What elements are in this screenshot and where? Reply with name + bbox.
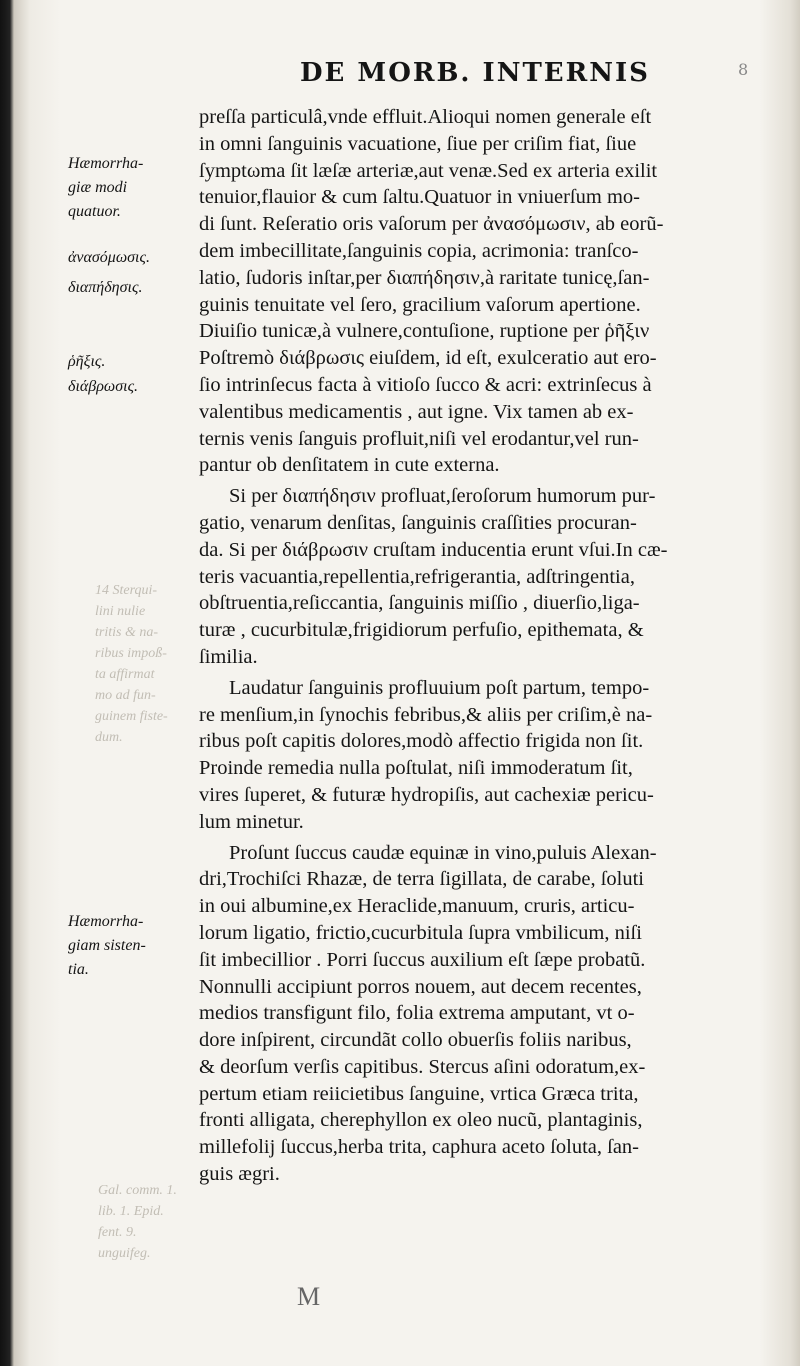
text-line: latio, ſudoris inſtar,per διαπήδησιν,à raritate tunicę,ſan- [199,266,650,289]
page-number: 8 [738,60,749,79]
text-line: tenuior,flauior & cum ſaltu.Quatuor in vniuerſum mo- [199,186,640,209]
show-through-note: Gal. comm. 1. lib. 1. Epid. fent. 9. unguifeg. [98,1183,177,1261]
text-line: Nonnulli accipiunt porros nouem, aut decem recentes, [199,975,642,998]
text-line: & deorſum verſis capitibus. Stercus aſini odoratum,ex- [199,1055,646,1078]
text-line: dem imbecillitate,ſanguinis copia, acrimonia: tranſco- [199,239,639,262]
margin-note-line: Hæmorrha- [68,155,144,172]
margin-note-diabrosis [68,375,190,399]
text-line: turæ , cucurbitulæ,frigidiorum perfuſio, epithemata, & [199,619,644,642]
signature-mark: M [297,1282,321,1311]
text-line: ribus poſt capitis dolores,modò affectio frigida non ſit. [199,730,644,753]
text-line: da. Si per διάβρωσιν cruſtam inducentia erunt vſui.In cæ- [199,538,668,561]
text-line: ſio intrinſecus facta à vitioſo ſucco & acri: extrinſecus à [199,373,652,396]
text-line: lum minetur. [199,810,304,833]
text-line: Proſunt ſuccus caudæ equinæ in vino,puluis Alexan- [229,841,657,864]
margin-note-line: tia. [68,961,89,978]
text-line: vires ſuperet, & futuræ hydropiſis, aut cachexiæ pericu- [199,783,654,806]
margin-note-line: quatuor. [68,203,121,220]
margin-note-line: ῥῆξις. [68,353,106,370]
text-line: Proinde remedia nulla poſtulat, niſi immoderatum ſit, [199,757,633,780]
text-line: fronti alligata, cherephyllon ex oleo nucũ, plantaginis, [199,1109,643,1132]
text-line: medios transfigunt filo, folia extrema amputant, vt o- [199,1002,635,1025]
margin-note-diapedesis [68,276,190,300]
text-line: re menſium,in ſynochis febribus,& aliis per criſim,è na- [199,703,653,726]
margin-note-haemorrhagia-modi [68,152,190,224]
text-line: valentibus medicamentis , aut igne. Vix tamen ab ex- [199,400,634,423]
text-line: millefolij ſuccus,herba trita, caphura aceto ſoluta, ſan- [199,1136,639,1159]
text-line: ſimilia. [199,645,258,668]
text-line: dore inſpirent, circundãt collo obuerſis foliis naribus, [199,1029,632,1052]
text-line: Diuiſio tunicæ,à vulnere,contuſione, ruptione per ῥῆξιν [199,320,650,343]
text-line: guis ægri. [199,1163,280,1186]
text-line: di ſunt. Reſeratio oris vaſorum per ἀνασόμωσιν, ab eorũ- [199,213,664,236]
text-line: obſtruentia,reſiccantia, ſanguinis miſſio , diuerſio,liga- [199,592,640,615]
text-line: ternis venis ſanguis profluit,niſi vel erodantur,vel run- [199,427,639,450]
text-line: ſit imbecillior . Porri ſuccus auxilium eſt ſæpe probatũ. [199,948,646,971]
text-line: preſſa particulâ,vnde effluit.Alioqui nomen generale eſt [199,106,652,128]
margin-note-line: Hæmorrha- [68,913,144,930]
show-through-note: 14 Sterqui- lini nulie tritis & na- ribus impoß- ta affirmat mo ad fun- guinem fiste- dum. [95,583,168,745]
margin-note-anastomosis [68,246,190,270]
margin-note-rhexis [68,350,190,374]
text-line: gatio, venarum denſitas, ſanguinis craſſities procuran- [199,511,637,534]
margin-note-haemorrhagiam-sistentia [68,910,190,982]
running-head: DE MORB. INTERNIS [300,58,650,88]
margin-note-line: διάβρωσις. [68,378,139,395]
text-line: ſymptωma ſit læſæ arteriæ,aut venæ.Sed ex arteria exilit [199,159,658,182]
text-line: teris vacuantia,repellentia,refrigerantia, adſtringentia, [199,565,635,588]
text-line: in oui albumine,ex Heraclide,manuum, cruris, articu- [199,895,635,918]
text-line: Poſtremò διάβρωσις eiuſdem, id eſt, exulceratio aut ero- [199,347,657,370]
text-line: Laudatur ſanguinis profluuium poſt partum, tempo- [229,676,650,699]
text-line: guinis tenuitate vel ſero, gracilium vaſorum apertione. [199,293,641,316]
text-line: Si per διαπήδησιν profluat,ſeroſorum humorum pur- [229,485,656,508]
text-line: dri,Trochiſci Rhazæ, de terra ſigillata, de carabe, ſoluti [199,868,644,891]
margin-note-line: ἀνασόμωσις. [68,249,150,266]
text-line: lorum ligatio, frictio,cucurbitula ſupra vmbilicum, niſi [199,921,642,944]
text-line: pertum etiam reiicietibus ſanguine, vrtica Græca trita, [199,1082,639,1105]
body-text [199,104,771,1188]
text-line: in omni ſanguinis vacuatione, ſiue per criſim fiat, ſiue [199,132,637,155]
text-line: pantur ob denſitatem in cute externa. [199,454,500,477]
margin-note-line: giæ modi [68,179,128,196]
margin-note-line: διαπήδησις. [68,279,143,296]
margin-note-line: giam sisten- [68,937,146,954]
